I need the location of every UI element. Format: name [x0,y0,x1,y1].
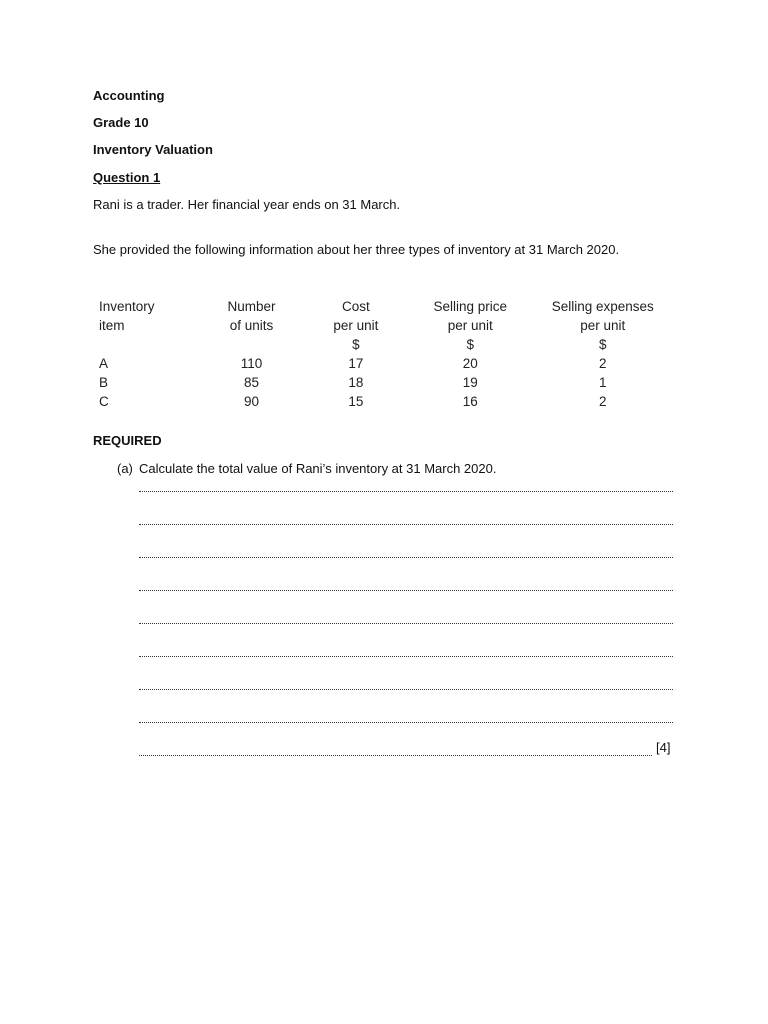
table-cell: 17 [348,356,364,371]
inventory-table [93,299,673,413]
answer-line[interactable] [139,510,673,525]
table-cell: 90 [244,394,260,409]
table-cell: B [99,375,109,390]
header-cell: per unit [333,318,379,333]
question-part-a [117,461,496,477]
header-cell: of units [229,318,274,333]
table-row [93,375,673,394]
grade-title: Grade 10 [93,115,149,130]
unit-cell: $ [352,337,360,352]
topic-title: Inventory Valuation [93,142,213,157]
part-text: Calculate the total value of Rani’s inventory at 31 March 2020. [139,461,497,476]
table-cell: 2 [598,356,607,371]
answer-line[interactable] [139,477,673,492]
table-row [93,394,673,413]
table-cell: 19 [462,375,478,390]
header-cell: Selling price [433,299,508,314]
table-cell: 20 [462,356,478,371]
table-cell: 85 [244,375,260,390]
question-heading: Question 1 [93,170,161,185]
answer-line[interactable] [139,675,673,690]
intro-line-1: Rani is a trader. Her financial year ends on 31 March. [93,197,401,212]
required-heading: REQUIRED [93,433,162,448]
header-cell: Cost [342,299,370,314]
table-row [93,356,673,375]
header-cell: per unit [580,318,626,333]
table-header-row-1 [93,299,673,318]
answer-line[interactable] [139,642,673,657]
table-cell: 110 [240,356,263,371]
table-cell: A [99,356,109,371]
table-cell: 15 [348,394,364,409]
table-cell: 18 [348,375,364,390]
header-cell: per unit [447,318,493,333]
table-cell: 16 [462,394,478,409]
table-cell: 1 [598,375,607,390]
answer-line[interactable] [139,576,673,591]
unit-cell: $ [466,337,475,352]
intro-line-2: She provided the following information about her three types of inventory at 31 March 2020. [93,242,620,257]
table-cell: C [99,394,109,409]
unit-cell [93,337,199,356]
subject-title: Accounting [93,88,165,103]
header-cell: Selling expenses [551,299,654,314]
marks-label: [4] [656,740,671,755]
part-label: (a) [117,461,133,476]
unit-cell [199,337,303,356]
answer-line[interactable] [139,609,673,624]
header-cell: Number [227,299,276,314]
header-cell: item [99,318,125,333]
header-cell: Inventory [99,299,155,314]
unit-cell: $ [598,337,607,352]
table-cell: 2 [598,394,607,409]
answer-line[interactable] [139,741,652,756]
answer-line[interactable] [139,543,673,558]
table-units-row [93,337,673,356]
table-header-row-2 [93,318,673,337]
answer-line[interactable] [139,708,673,723]
